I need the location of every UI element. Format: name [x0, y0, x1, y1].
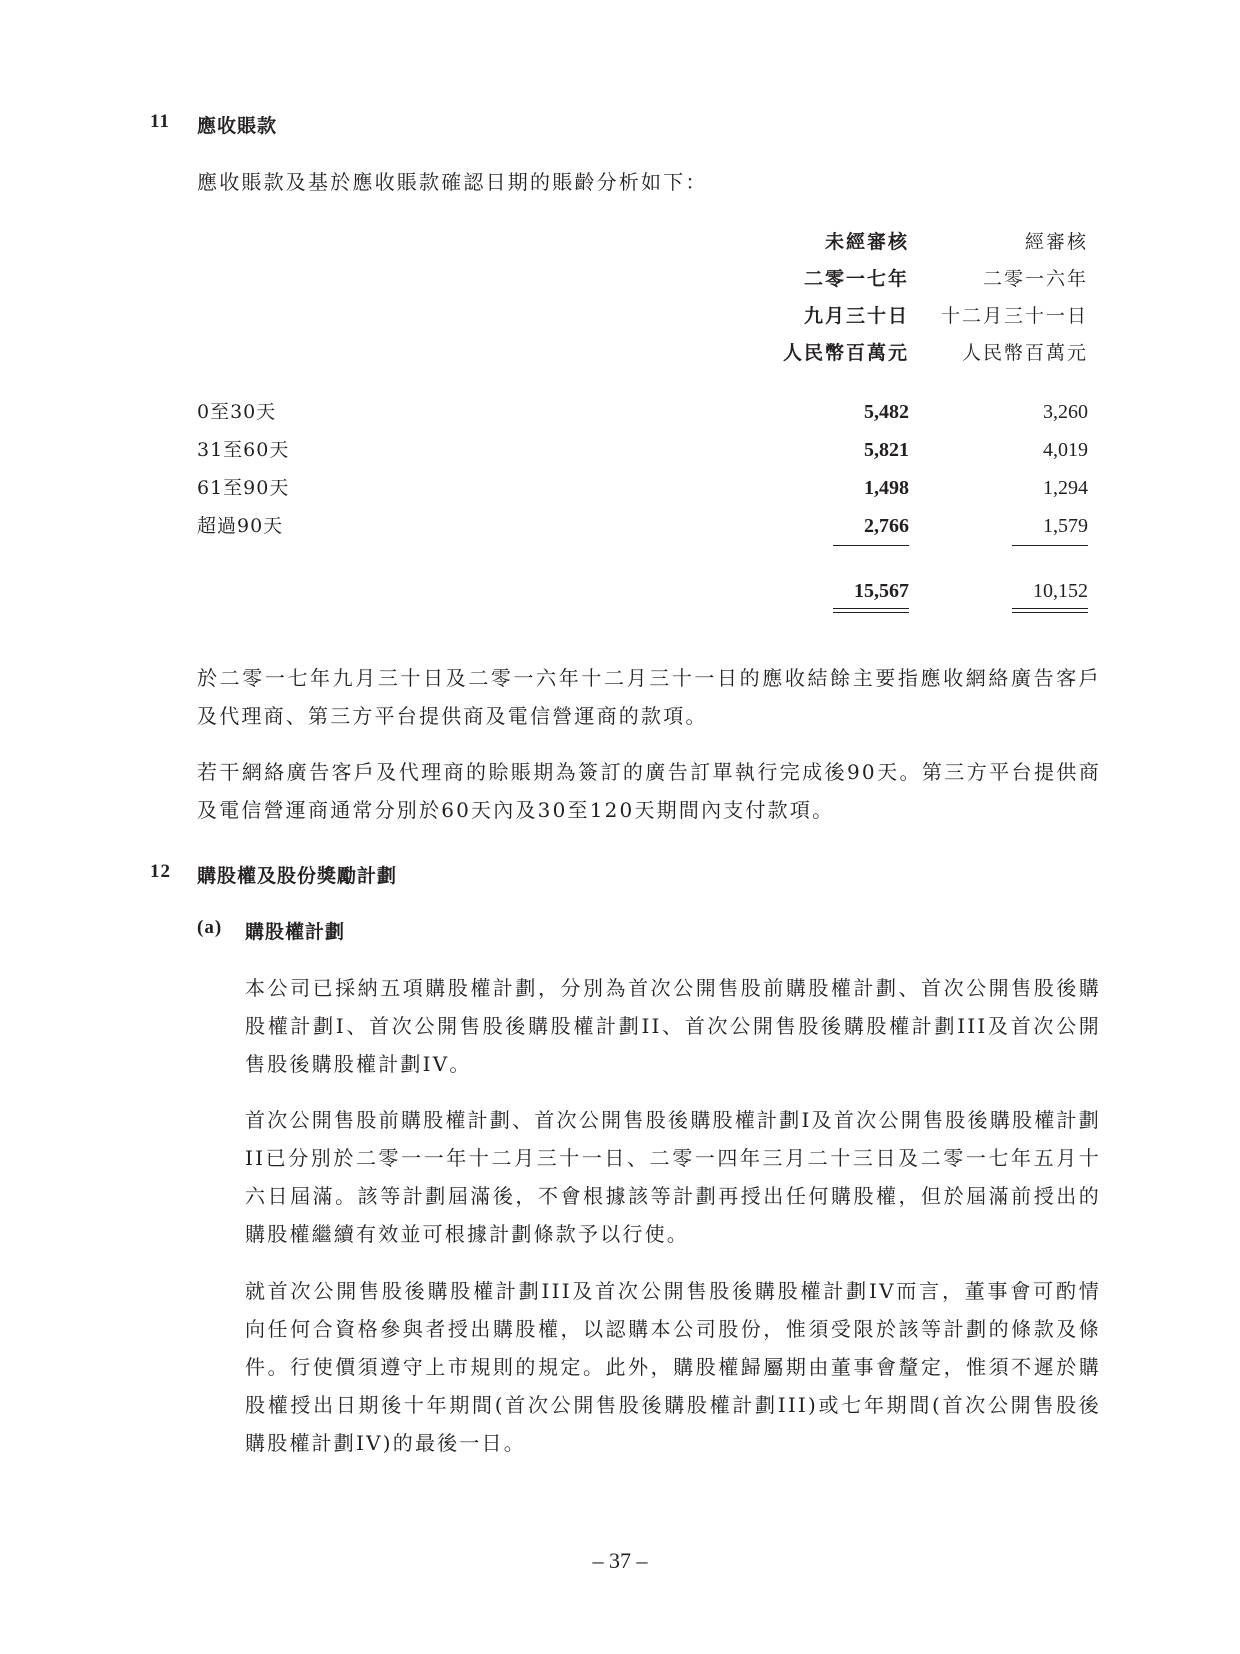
row-label: 61至90天	[197, 477, 290, 499]
row-label: 超過90天	[197, 515, 284, 537]
section-12-paragraph: 就首次公開售股後購股權計劃III及首次公開售股後購股權計劃IV而言，董事會可酌情向任何合資格參與者授出購股權，以認購本公司股份，惟須受限於該等計劃的條款及條件。行使價須遵守上市規則的規定。此外，購股權歸屬期由董事會釐定，惟須不遲於購股權授出日期後十年期間(首次公開售股後購股權計劃III)或七年期間(首次公開售股後購股權計劃IV)的最後一日。	[245, 1279, 1101, 1455]
row-label: 0至30天	[197, 401, 277, 423]
section-12-paragraph: 首次公開售股前購股權計劃、首次公開售股後購股權計劃I及首次公開售股後購股權計劃II已分別於二零一一年十二月三十一日、二零一四年三月二十三日及二零一七年五月十六日屆滿。該等計劃屆滿後，不會根據該等計劃再授出任何購股權，但於屆滿前授出的購股權繼續有效並可根據計劃條款予以行使。	[245, 1108, 1101, 1246]
column-header-audited	[941, 224, 1088, 372]
value-prior: 3,260	[1043, 401, 1088, 423]
subtotal-rule	[833, 545, 909, 546]
subsection-title: 購股權計劃	[245, 921, 346, 943]
total-double-rule	[833, 608, 909, 609]
subsection-label: (a)	[197, 917, 223, 938]
column-header-line: 未經審核	[824, 231, 909, 253]
total-double-rule	[1012, 612, 1088, 613]
subtotal-rule	[1012, 545, 1088, 546]
total-double-rule	[833, 612, 909, 613]
column-header-unaudited	[783, 224, 909, 372]
section-11-number: 11	[150, 111, 170, 132]
column-header-line: 人民幣百萬元	[782, 342, 909, 364]
section-12-number: 12	[150, 861, 171, 882]
row-label: 31至60天	[197, 439, 290, 461]
section-11-title: 應收賬款	[197, 115, 278, 137]
column-header-line: 二零一七年	[803, 268, 909, 290]
column-header-line: 二零一六年	[982, 268, 1088, 290]
total-current: 15,567	[854, 580, 909, 602]
section-11-paragraph: 若干網絡廣告客戶及代理商的賒賬期為簽訂的廣告訂單執行完成後90天。第三方平台提供商及電信營運商通常分別於60天內及30至120天期間內支付款項。	[197, 760, 1101, 822]
value-prior: 1,579	[1043, 515, 1088, 537]
column-header-line: 十二月三十一日	[940, 305, 1088, 327]
section-12-title: 購股權及股份獎勵計劃	[197, 865, 398, 887]
column-header-line: 九月三十日	[803, 305, 909, 327]
column-header-line: 經審核	[1024, 231, 1088, 253]
section-12-paragraph: 本公司已採納五項購股權計劃，分別為首次公開售股前購股權計劃、首次公開售股後購股權計劃I、首次公開售股後購股權計劃II、首次公開售股後購股權計劃III及首次公開售股後購股權計劃IV。	[245, 976, 1101, 1076]
value-current: 5,482	[864, 401, 909, 423]
value-prior: 1,294	[1043, 477, 1088, 499]
value-current: 2,766	[864, 515, 909, 537]
total-double-rule	[1012, 608, 1088, 609]
page-number: – 37 –	[592, 1548, 648, 1573]
column-header-line: 人民幣百萬元	[961, 342, 1088, 364]
section-11-intro: 應收賬款及基於應收賬款確認日期的賬齡分析如下：	[197, 170, 708, 194]
section-11-paragraph: 於二零一七年九月三十日及二零一六年十二月三十一日的應收結餘主要指應收網絡廣告客戶及代理商、第三方平台提供商及電信營運商的款項。	[197, 666, 1101, 728]
value-current: 1,498	[864, 477, 909, 499]
value-current: 5,821	[864, 439, 909, 461]
value-prior: 4,019	[1043, 439, 1088, 461]
total-prior: 10,152	[1033, 580, 1088, 602]
